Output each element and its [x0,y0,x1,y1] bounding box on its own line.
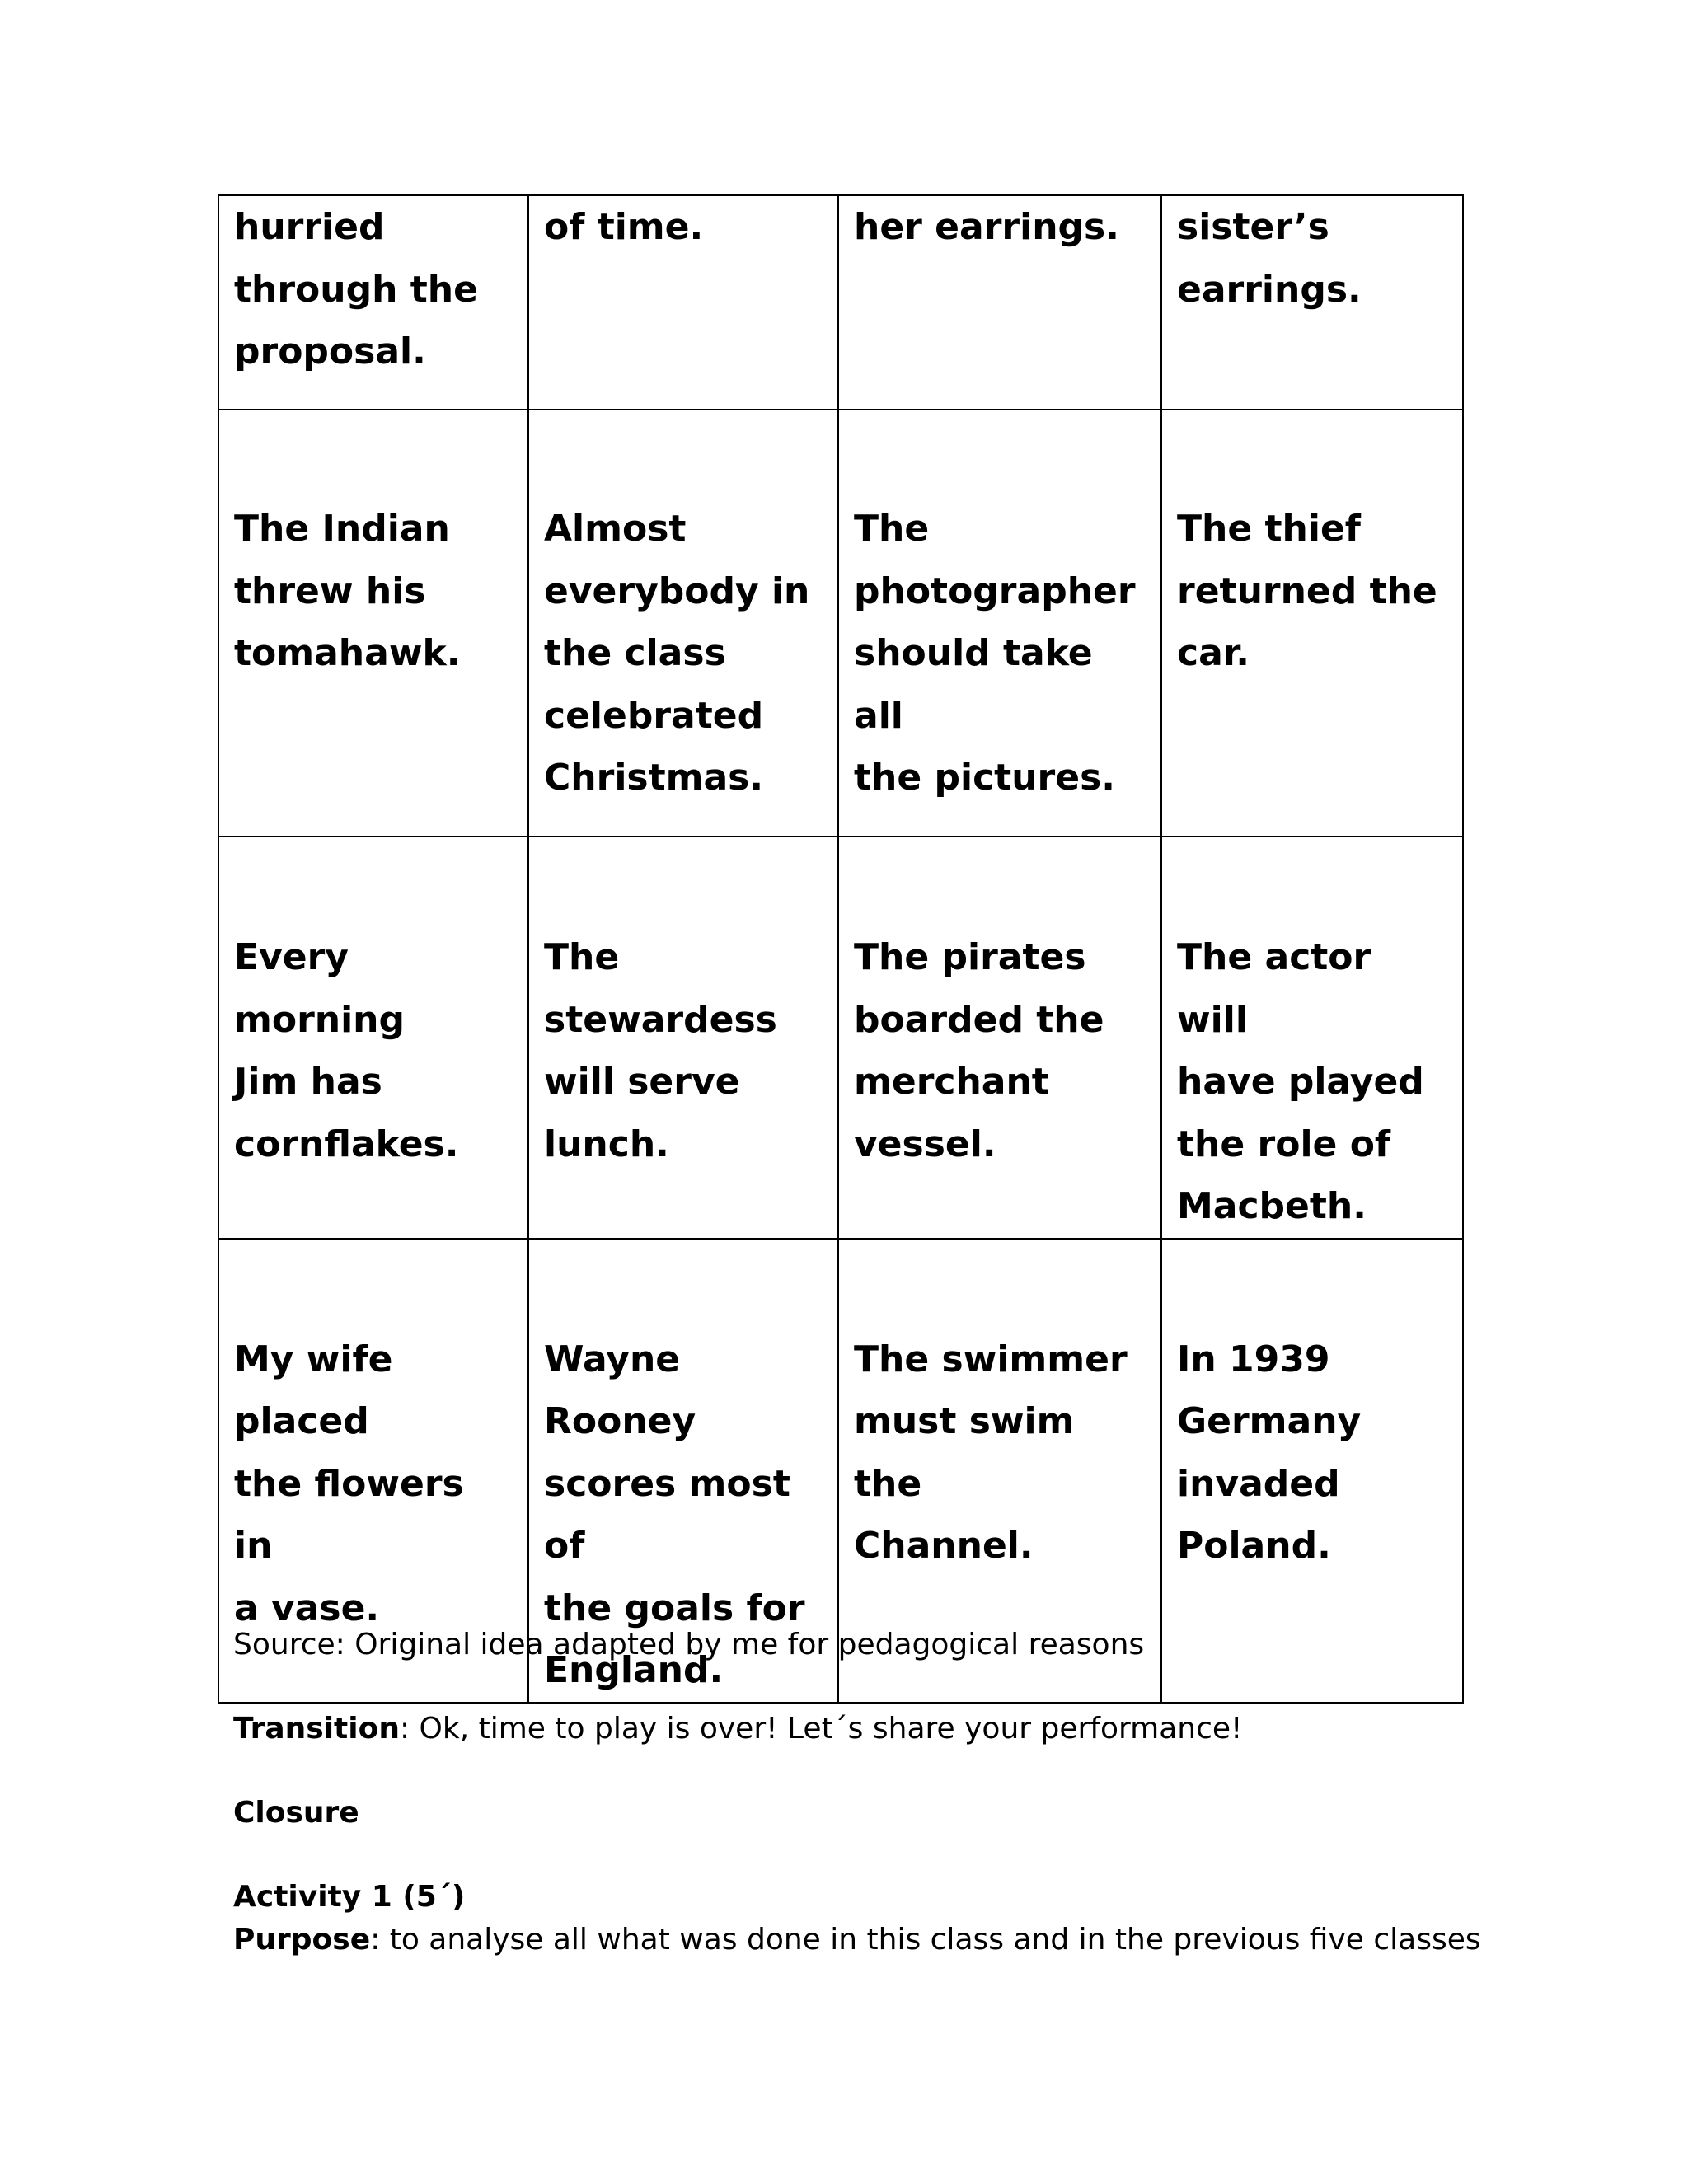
sentence-cards-table [218,194,1464,1704]
activity-heading: Activity 1 (5´) [233,1880,466,1914]
table-cell: In 1939 Germany invaded Poland. [1161,1239,1463,1703]
table-cell: of time. [528,195,838,410]
table-cell: hurried through the proposal. [218,195,528,410]
purpose-text: : to analyse all what was done in this class and in the previous five classes [370,1923,1481,1957]
table-cell: The pirates boarded the merchant vessel. [838,837,1161,1239]
table-cell: sister’s earrings. [1161,195,1463,410]
source-note: Source: Original idea adapted by me for pedagogical reasons [233,1628,1145,1661]
transition-paragraph [233,1711,1243,1747]
table-row [218,410,1463,837]
table-cell: My wife placed the flowers in a vase. [218,1239,528,1703]
table-cell: Wayne Rooney scores most of the goals for England. [528,1239,838,1703]
table-cell: The stewardess will serve lunch. [528,837,838,1239]
transition-text: : Ok, time to play is over! Let´s share your performance! [399,1712,1243,1746]
purpose-paragraph [233,1922,1481,1958]
table-cell: her earrings. [838,195,1161,410]
table-row [218,837,1463,1239]
purpose-label: Purpose [233,1923,371,1957]
table-cell: The thief returned the car. [1161,410,1463,837]
table-cell: The photographer should take all the pictures. [838,410,1161,837]
table-cell: The Indian threw his tomahawk. [218,410,528,837]
table-cell: Almost everybody in the class celebrated Christmas. [528,410,838,837]
table-cell: The swimmer must swim the Channel. [838,1239,1161,1703]
table-cell: Every morning Jim has cornflakes. [218,837,528,1239]
table-row [218,195,1463,410]
table-cell: The actor will have played the role of Macbeth. [1161,837,1463,1239]
transition-label: Transition [233,1712,400,1746]
closure-heading: Closure [233,1796,359,1830]
